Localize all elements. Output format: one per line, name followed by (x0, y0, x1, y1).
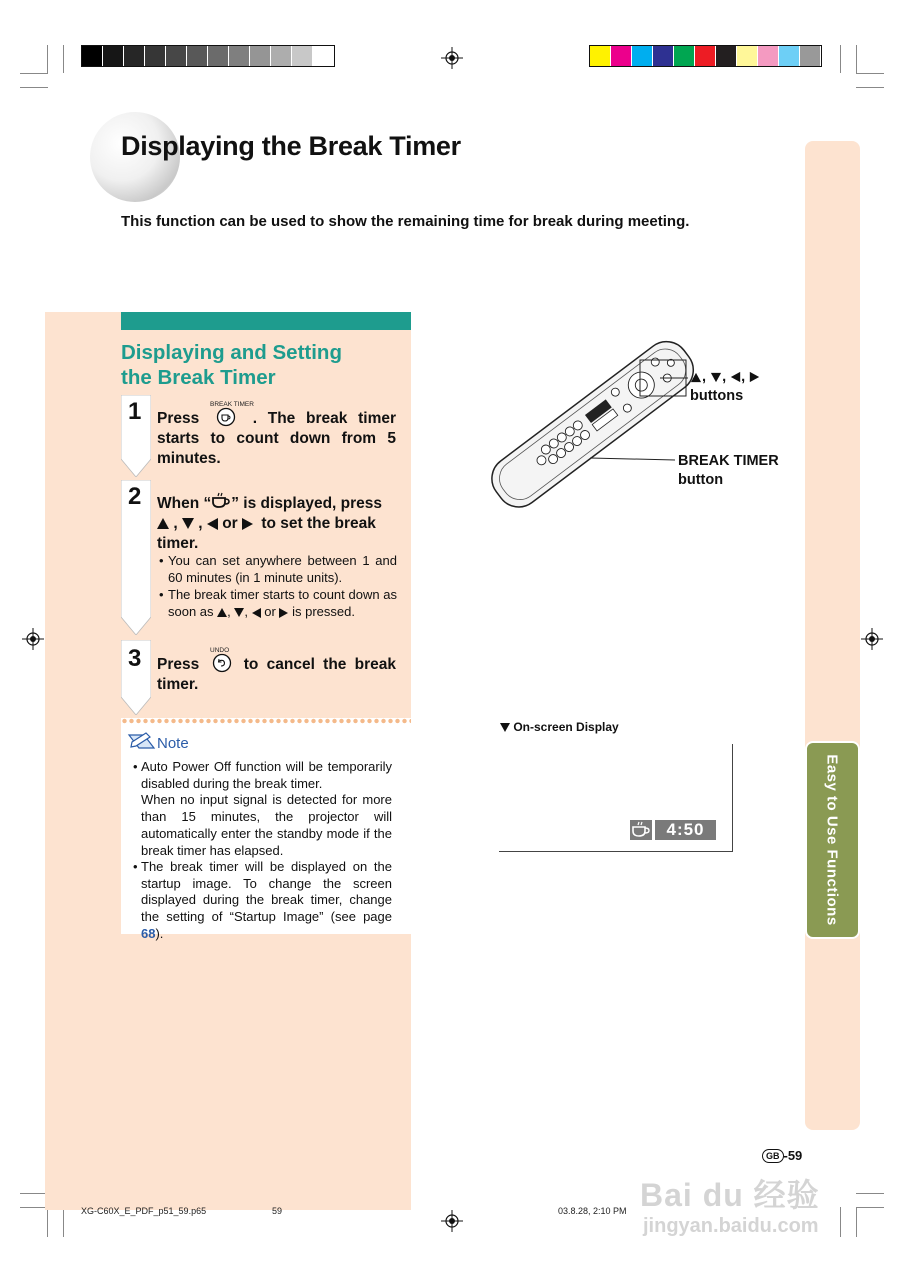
step-number: 2 (128, 483, 142, 510)
step-2-text (157, 492, 396, 554)
section-title-line: the Break Timer (121, 366, 276, 389)
step-3-text (157, 653, 396, 695)
label-part: , (722, 369, 727, 385)
list-item (159, 586, 397, 620)
page-number (762, 1148, 802, 1163)
calibration-swatch (779, 46, 800, 66)
step-text-part: Press (157, 656, 200, 673)
footer-page: 59 (272, 1206, 283, 1216)
pencil-note-icon (126, 730, 156, 752)
calibration-swatch (611, 46, 632, 66)
step-text-part: ” is displayed, press (231, 495, 383, 512)
osd-caption (500, 720, 619, 734)
bullet-text (159, 586, 397, 620)
left-arrow-icon (207, 518, 218, 530)
crop-mark (840, 45, 841, 73)
calibration-swatch (695, 46, 716, 66)
bullet-icon: • (159, 587, 164, 602)
calibration-swatch (271, 46, 292, 66)
down-arrow-icon (182, 518, 194, 529)
step-text-part: , (173, 515, 178, 532)
calibration-swatch (758, 46, 779, 66)
label-part: button (678, 472, 724, 488)
bullet-text-part: is pressed. (292, 604, 355, 619)
watermark-url: jingyan.baidu.com (643, 1215, 819, 1237)
right-arrow-icon (279, 608, 288, 618)
intro-text: This function can be used to show the remaining time for break during meeting. (121, 213, 690, 230)
step-text-part: . The break timer starts to count down from 5 minutes. (157, 410, 397, 467)
bullet-text: You can set anywhere between 1 and 60 minutes (in 1 minute units). (168, 553, 397, 585)
step-text-part: When “ (157, 495, 212, 512)
crop-mark (856, 1207, 857, 1237)
language-badge: GB (762, 1149, 784, 1163)
remote-control-illustration (480, 330, 800, 520)
up-arrow-icon (691, 372, 701, 381)
note-text-part: When no input signal is detected for more than 15 minutes, the projector will automatically enter the standby mode if the break timer has elapsed. (141, 792, 392, 858)
calibration-swatch (229, 46, 250, 66)
label-part: buttons (690, 388, 744, 404)
left-arrow-icon (252, 608, 261, 618)
step-1-text (157, 407, 396, 469)
coffee-cup-icon-svg (630, 820, 652, 840)
calibration-swatch (632, 46, 653, 66)
note-label: Note (157, 735, 189, 752)
step-text-part: to set the break (261, 515, 376, 532)
page-reference-link[interactable]: 68 (141, 925, 156, 941)
down-arrow-icon (500, 723, 510, 732)
note-text (133, 859, 392, 943)
list-item (133, 859, 392, 943)
registration-mark-icon (22, 628, 44, 650)
right-arrow-icon (242, 518, 253, 530)
down-arrow-icon (234, 608, 244, 617)
list-item (133, 759, 392, 859)
calibration-swatch (187, 46, 208, 66)
calibration-swatch (737, 46, 758, 66)
note-divider (121, 718, 411, 724)
break-timer-label (678, 452, 779, 490)
crop-mark (20, 87, 48, 88)
button-caption: BREAK TIMER (210, 401, 254, 408)
page-number-text: -59 (783, 1148, 803, 1163)
registration-mark-icon (441, 47, 463, 69)
gray-calibration-bar (81, 45, 335, 67)
bullet-text-part: or (264, 604, 276, 619)
calibration-swatch (145, 46, 166, 66)
osd-timer-value: 4:50 (655, 820, 716, 840)
crop-mark (840, 1207, 841, 1237)
label-part: BREAK TIMER (678, 453, 779, 469)
coffee-cup-icon (211, 492, 231, 510)
crop-mark (47, 1207, 48, 1237)
calibration-swatch (653, 46, 674, 66)
calibration-swatch (800, 46, 821, 66)
bullet-text-part: , (227, 604, 231, 619)
crop-mark (20, 1207, 48, 1208)
break-timer-button-icon (216, 407, 236, 427)
step-text-part: to cancel the break timer. (157, 656, 397, 693)
crop-mark (856, 87, 884, 88)
bullet-text-part: The break timer starts to count down as soon as (168, 587, 397, 619)
down-arrow-icon (711, 372, 721, 381)
up-arrow-icon (217, 608, 227, 617)
calibration-swatch (716, 46, 737, 66)
calibration-swatch (82, 46, 103, 66)
note-text-part: The break timer will be displayed on the startup image. To change the screen displayed during the break timer, change the setting of “Startup Image” (see page (141, 859, 392, 925)
crop-mark (63, 45, 64, 73)
crop-mark (856, 1193, 884, 1194)
section-header-bar (121, 312, 411, 330)
chapter-tab-label: Easy to Use Functions (823, 754, 841, 926)
registration-mark-icon (861, 628, 883, 650)
step-text-part: , (198, 515, 203, 532)
calibration-swatch (674, 46, 695, 66)
bullet-icon: • (133, 759, 138, 774)
chapter-tab-background (805, 141, 860, 1130)
step-text-part: Press (157, 410, 200, 427)
bullet-icon: • (133, 859, 138, 874)
arrow-buttons-label (690, 368, 760, 406)
label-part: , (741, 369, 746, 385)
crop-mark (20, 73, 48, 74)
crop-mark (20, 1193, 48, 1194)
registration-mark-icon (441, 1210, 463, 1232)
section-title-line: Displaying and Setting (121, 341, 342, 364)
calibration-swatch (124, 46, 145, 66)
page-title: Displaying the Break Timer (121, 131, 461, 161)
button-caption: UNDO (210, 647, 230, 654)
calibration-swatch (250, 46, 271, 66)
up-arrow-icon (157, 518, 169, 529)
footer-date: 03.8.28, 2:10 PM (558, 1206, 627, 1216)
step-number: 3 (128, 645, 142, 672)
step-number: 1 (128, 398, 142, 425)
crop-mark (856, 1207, 884, 1208)
label-part: , (702, 369, 707, 385)
bullet-icon: • (159, 553, 164, 568)
calibration-swatch (313, 46, 334, 66)
crop-mark (856, 45, 857, 73)
section-title (121, 340, 401, 390)
watermark-logo: Bai du 经验 (640, 1177, 820, 1213)
crop-mark (47, 45, 48, 73)
note-text-part: ). (155, 925, 164, 941)
footer-filename: XG-C60X_E_PDF_p51_59.p65 (81, 1206, 207, 1216)
list-item (159, 552, 397, 586)
left-arrow-icon (731, 372, 740, 382)
calibration-swatch (208, 46, 229, 66)
right-arrow-icon (750, 372, 759, 382)
step-text-part: or (222, 515, 238, 532)
note-text (133, 759, 392, 859)
crop-mark (63, 1207, 64, 1237)
color-calibration-bar (589, 45, 822, 67)
bullet-text-part: , (244, 604, 249, 619)
calibration-swatch (166, 46, 187, 66)
undo-button-icon (212, 653, 232, 673)
coffee-cup-icon (630, 820, 652, 840)
calibration-swatch (292, 46, 313, 66)
note-text-part: Auto Power Off function will be temporarily disabled during the break timer. (141, 759, 392, 791)
osd-caption-text: On-screen Display (513, 720, 619, 734)
crop-mark (856, 73, 884, 74)
calibration-swatch (590, 46, 611, 66)
step-text-part: timer. (157, 535, 199, 552)
calibration-swatch (103, 46, 124, 66)
